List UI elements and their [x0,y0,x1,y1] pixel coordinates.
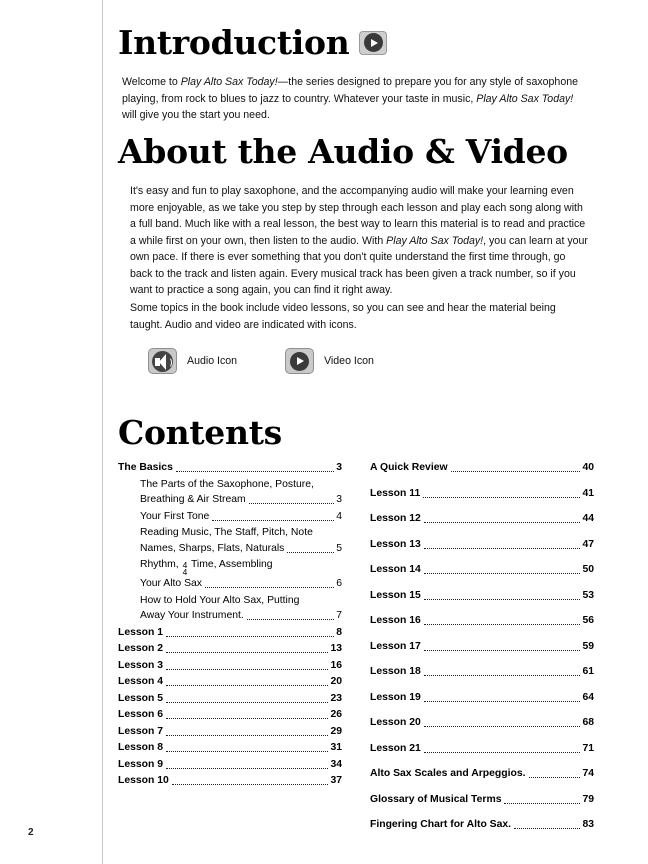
toc-entry-title: Lesson 13 [370,538,421,550]
about-audio-video-heading [118,132,568,171]
toc-entry-title: Lesson 12 [370,513,421,524]
toc-subentry-page: 6 [336,578,342,590]
video-play-circle [290,352,309,371]
toc-entry-page: 34 [330,758,342,770]
toc-entry[interactable] [118,773,342,789]
toc-entry[interactable] [370,664,594,680]
toc-leader-dots [424,547,581,549]
toc-entry-title: Fingering Chart for Alto Sax. [370,819,512,830]
toc-entry[interactable] [370,460,594,476]
toc-leader-dots [287,551,334,553]
toc-entry-page: 13 [330,643,342,655]
toc-entry-title: Lesson 19 [370,691,421,703]
toc-leader-dots [424,649,581,651]
toc-entry-page: 37 [330,775,342,787]
toc-entry-page: 68 [582,717,594,728]
toc-subentry[interactable] [140,509,342,525]
video-play-icon [359,31,387,55]
toc-leader-dots [424,700,581,702]
toc-leader-dots [424,725,581,727]
toc-entry-page: 8 [336,626,342,638]
toc-entry-title: Lesson 9 [118,758,164,770]
toc-leader-dots [166,767,328,769]
toc-leader-dots [176,470,334,472]
toc-entry[interactable] [118,757,342,773]
toc-column-right [370,460,594,843]
toc-entry[interactable] [370,613,594,629]
toc-subentry[interactable] [140,477,342,508]
toc-subentry-line: The Parts of the Saxophone, Posture, [140,478,314,490]
toc-subentry[interactable] [140,557,342,592]
toc-leader-dots [424,598,581,600]
toc-entry-title: Lesson 17 [370,640,421,652]
toc-entry-page: 41 [582,487,594,499]
toc-entry-page: 44 [582,513,594,524]
toc-subentry-title: Away Your Instrument. [140,610,244,622]
toc-subentry-title: Breathing & Air Stream [140,494,246,505]
toc-entry[interactable] [118,460,342,476]
toc-entry-title: Lesson 18 [370,666,421,677]
toc-subentry-page: 3 [336,494,342,505]
toc-entry-page: 83 [582,819,594,830]
toc-subentry-line: How to Hold Your Alto Sax, Putting [140,594,300,606]
toc-entry-page: 79 [582,793,594,805]
toc-entry-page: 40 [582,462,594,473]
toc-entry-page: 61 [582,666,594,677]
page-binding-rule [102,0,103,864]
toc-leader-dots [166,635,334,637]
toc-entry[interactable] [370,690,594,706]
toc-entry-title: Lesson 15 [370,589,421,601]
toc-leader-dots [166,734,328,736]
toc-entry-page: 50 [582,564,594,575]
video-play-icon [285,348,314,374]
toc-entry-title: Lesson 10 [118,775,169,787]
toc-entry-title: Lesson 5 [118,692,164,704]
toc-subentry-page: 5 [336,542,342,554]
introduction-heading [118,23,387,62]
toc-entry-title: Lesson 7 [118,725,164,737]
toc-leader-dots [514,827,580,829]
toc-entry-title: Lesson 20 [370,717,421,728]
toc-entry-title: A Quick Review [370,462,448,473]
toc-entry[interactable] [370,486,594,502]
toc-subentry-line: Rhythm, 4 4 Time, Assembling [140,559,273,578]
toc-column-left [118,460,342,843]
toc-entry[interactable] [118,707,342,723]
toc-leader-dots [424,572,581,574]
toc-leader-dots [166,750,328,752]
toc-entry-page: 53 [582,589,594,601]
toc-entry-title: Lesson 14 [370,564,421,575]
toc-leader-dots [451,470,581,472]
audio-text-c: , you can learn at your own pace. If there is ever something that you don't quite understand the first time through, go back to the track and listen again. Every musical track has been given a track number, so if you want to practice a song again, you can find it right away. [130,234,588,296]
toc-entry-page: 47 [582,538,594,550]
toc-subentry-lastline [140,509,342,525]
toc-entry-title: Lesson 16 [370,615,421,626]
toc-entry[interactable] [370,511,594,527]
toc-leader-dots [166,717,328,719]
table-of-contents [118,460,594,843]
toc-subentry-lastline [140,541,342,557]
toc-leader-dots [212,519,334,521]
toc-entry[interactable] [370,715,594,731]
intro-title-italic-1: Play Alto Sax Today! [180,76,278,88]
toc-entry-title: The Basics [118,462,173,473]
toc-entry-title: Lesson 8 [118,742,164,754]
toc-entry[interactable] [118,641,342,657]
toc-entry-page: 20 [330,676,342,688]
toc-leader-dots [424,674,581,676]
toc-subentry-lastline [140,492,342,508]
toc-subentry-title: Names, Sharps, Flats, Naturals [140,542,285,554]
toc-leader-dots [249,502,335,504]
toc-entry[interactable] [370,792,594,808]
toc-entry[interactable] [118,625,342,641]
toc-entry-page: 71 [582,742,594,754]
audio-disc [152,351,173,372]
toc-entry[interactable] [370,562,594,578]
toc-entry[interactable] [370,639,594,655]
intro-text-a: Welcome to [122,76,181,88]
toc-leader-dots [424,751,581,753]
audio-title-italic: Play Alto Sax Today! [386,234,484,247]
toc-subentry-line: Reading Music, The Staff, Pitch, Note [140,527,313,538]
toc-leader-dots [424,521,581,523]
toc-leader-dots [424,623,581,625]
toc-entry-title: Lesson 4 [118,676,164,688]
toc-entry[interactable] [118,740,342,756]
toc-leader-dots [166,668,328,670]
toc-entry[interactable] [370,766,594,782]
toc-subentry-title: Your First Tone [140,510,210,522]
intro-title-italic-2: Play Alto Sax Today! [476,92,574,105]
introduction-title: Introduction [118,23,350,62]
toc-entry-title: Alto Sax Scales and Arpeggios. [370,768,526,779]
toc-entry-page: 59 [582,640,594,652]
toc-entry-title: Lesson 1 [118,626,164,638]
toc-entry[interactable] [118,658,342,674]
toc-leader-dots [504,802,580,804]
toc-leader-dots [166,651,328,653]
toc-leader-dots [205,586,334,588]
toc-subentry-title: Your Alto Sax [140,578,203,590]
toc-leader-dots [529,776,581,778]
toc-entry-page: 23 [330,692,342,704]
toc-entry[interactable] [118,674,342,690]
toc-leader-dots [423,496,580,498]
toc-entry-title: Lesson 6 [118,709,164,721]
toc-leader-dots [172,783,329,785]
video-icon-label: Video Icon [324,355,374,367]
toc-entry-page: 16 [330,659,342,671]
icon-legend [148,348,374,374]
about-audio-video-title: About the Audio & Video [118,132,568,171]
toc-entry[interactable] [370,588,594,604]
toc-entry-title: Lesson 2 [118,643,164,655]
toc-entry[interactable] [118,724,342,740]
introduction-paragraph [122,74,587,124]
legend-item-audio [148,348,237,374]
toc-entry-page: 56 [582,615,594,626]
intro-text-c: —the series designed to prepare you for any style of saxophone playing, from rock to blues to jazz to country. Whatever your taste in music, [122,76,578,105]
toc-subentry[interactable] [140,525,342,556]
toc-subentry[interactable] [140,593,342,624]
toc-leader-dots [247,618,334,620]
toc-entry[interactable] [118,691,342,707]
time-signature-fraction: 4 4 [182,560,188,578]
toc-entry[interactable] [370,817,594,833]
about-audio-paragraph-2: Some topics in the book include video lessons, so you can see and hear the material being taught. Audio and video are indicated with icons. [130,302,556,331]
toc-subentry-lastline [140,576,342,592]
toc-entry-page: 64 [582,691,594,703]
toc-subentry-page: 7 [336,610,342,622]
toc-entry-page: 3 [336,462,342,473]
toc-entry-title: Glossary of Musical Terms [370,793,502,805]
toc-entry-page: 31 [330,742,342,754]
contents-heading [118,413,282,452]
intro-text-e: will give you the start you need. [122,109,270,121]
legend-item-video [285,348,374,374]
toc-entry-page: 74 [582,768,594,779]
audio-icon-label: Audio Icon [187,355,238,367]
toc-entry[interactable] [370,537,594,553]
about-audio-paragraph-1 [130,183,588,299]
toc-entry-title: Lesson 3 [118,659,164,671]
toc-subentry-page: 4 [336,510,342,522]
video-play-circle [364,33,383,52]
page-number: 2 [28,827,34,838]
toc-subentry-lastline [140,608,342,624]
toc-leader-dots [166,684,328,686]
toc-entry-title: Lesson 21 [370,742,421,754]
audio-text-a: It's easy and fun to play saxophone, and the accompanying audio will make your learning even more enjoyable, as we take you step by step through each lesson and play each song along with a full band. Much like with a real lesson, the best way to learn this material is to read and practice a while first on your own, then listen to the audio. With [130,185,586,247]
toc-entry[interactable] [370,741,594,757]
audio-speaker-icon [148,348,177,374]
toc-leader-dots [166,701,328,703]
toc-entry-page: 29 [330,725,342,737]
toc-entry-page: 26 [330,709,342,721]
contents-title: Contents [118,413,282,452]
toc-entry-title: Lesson 11 [370,487,421,499]
